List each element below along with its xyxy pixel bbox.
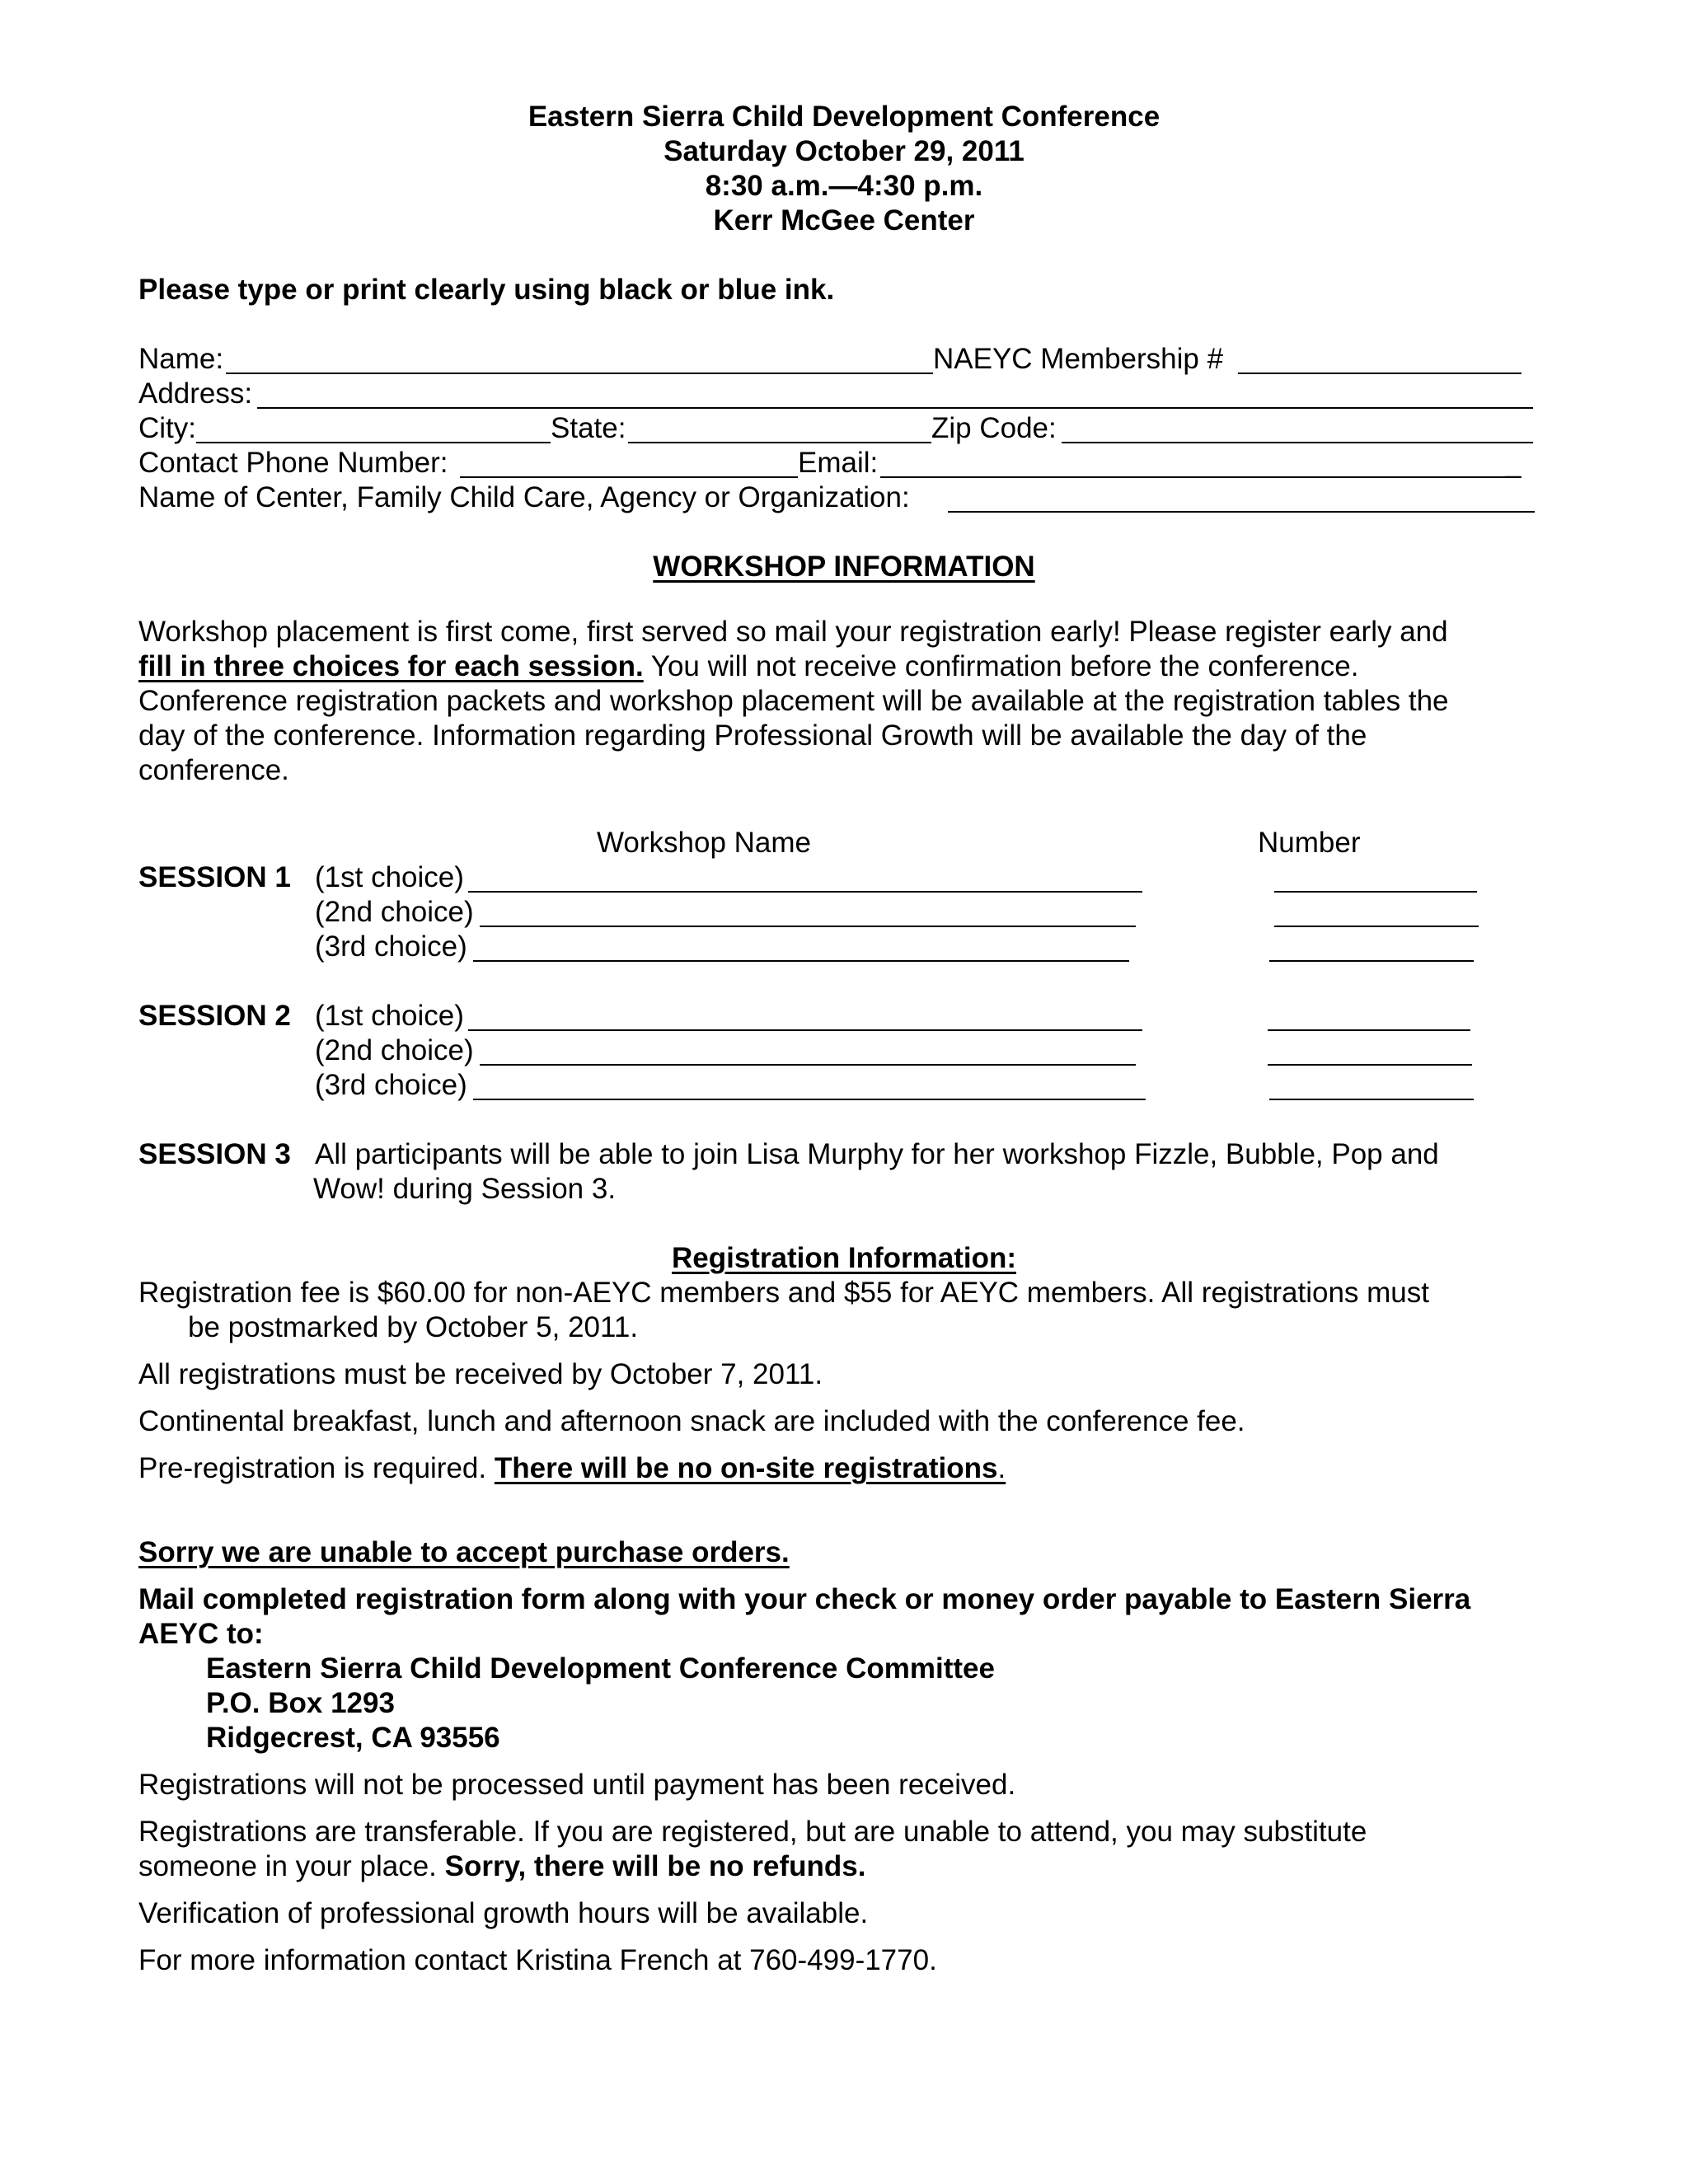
mail-instructions-line: AEYC to:: [138, 1618, 264, 1650]
session-1-choice-2-label: (2nd choice): [315, 896, 474, 928]
session-2-choice-3-label: (3rd choice): [315, 1069, 467, 1101]
name-label: Name:: [138, 343, 224, 375]
mailing-address-line: P.O. Box 1293: [206, 1687, 395, 1719]
session-1-choice-3-workshop-field[interactable]: [473, 960, 1129, 962]
session-2-choice-2-workshop-field[interactable]: [480, 1064, 1136, 1066]
workshop-paragraph-line: fill in three choices for each session. You will not receive confirmation before the conference.: [138, 650, 1359, 682]
preregistration-note: Pre-registration is required. There will be no on-site registrations.: [138, 1452, 1006, 1484]
transfer-note-line: someone in your place. Sorry, there will be no refunds.: [138, 1850, 866, 1882]
workshop-paragraph-line: day of the conference. Information regarding Professional Growth will be available the day of the: [138, 719, 1367, 752]
conference-title: Eastern Sierra Child Development Conference: [528, 101, 1160, 133]
conference-venue: Kerr McGee Center: [713, 204, 975, 237]
organization-field[interactable]: [948, 511, 1535, 513]
workshop-name-column-header: Workshop Name: [597, 827, 812, 859]
conference-date: Saturday October 29, 2011: [663, 135, 1025, 167]
registration-fee-line: be postmarked by October 5, 2011.: [188, 1311, 639, 1343]
session-2-choice-3-workshop-field[interactable]: [473, 1099, 1146, 1100]
organization-label: Name of Center, Family Child Care, Agency or Organization:: [138, 481, 910, 513]
session-1-choice-1-workshop-field[interactable]: [468, 891, 1142, 893]
name-field[interactable]: [226, 373, 933, 374]
zip-label: Zip Code:: [931, 412, 1057, 444]
contact-note: For more information contact Kristina French at 760-499-1770.: [138, 1944, 937, 1976]
phone-label: Contact Phone Number:: [138, 447, 448, 479]
workshop-paragraph-line: Workshop placement is first come, first served so mail your registration early! Please register early and: [138, 616, 1448, 648]
registration-fee-line: Registration fee is $60.00 for non-AEYC members and $55 for AEYC members. All registrations must: [138, 1277, 1429, 1309]
address-field[interactable]: [257, 407, 1533, 409]
session-3-description-line: Wow! during Session 3.: [313, 1173, 617, 1205]
session-2-choice-1-workshop-field[interactable]: [468, 1029, 1142, 1031]
session-2-choice-2-label: (2nd choice): [315, 1034, 474, 1066]
verification-note: Verification of professional growth hours will be available.: [138, 1897, 869, 1929]
mailing-address-line: Ridgecrest, CA 93556: [206, 1722, 500, 1754]
received-deadline: All registrations must be received by October 7, 2011.: [138, 1358, 823, 1390]
mail-instructions-line: Mail completed registration form along with your check or money order payable to Eastern Sierra: [138, 1583, 1471, 1615]
city-field[interactable]: [196, 442, 551, 443]
phone-field[interactable]: [460, 476, 798, 478]
state-label: State:: [551, 412, 626, 444]
session-1-choice-3-label: (3rd choice): [315, 930, 467, 963]
city-label: City:: [138, 412, 196, 444]
workshop-heading: WORKSHOP INFORMATION: [653, 551, 1035, 583]
number-column-header: Number: [1258, 827, 1361, 859]
session-2-choice-2-number-field[interactable]: [1268, 1064, 1472, 1066]
workshop-paragraph: [138, 615, 1540, 788]
session-2-choice-1-label: (1st choice): [315, 1000, 464, 1032]
state-field[interactable]: [628, 442, 931, 443]
session-1-choice-3-number-field[interactable]: [1269, 960, 1474, 962]
no-onsite-emphasis: There will be no on-site registrations: [494, 1452, 998, 1484]
session-1-choice-1-number-field[interactable]: [1274, 891, 1477, 893]
naeyc-label: NAEYC Membership #: [933, 343, 1224, 375]
workshop-paragraph-line: Conference registration packets and workshop placement will be available at the registration tables the: [138, 685, 1449, 717]
email-field[interactable]: [880, 476, 1505, 478]
three-choices-emphasis: fill in three choices for each session.: [138, 650, 644, 682]
payment-note: Registrations will not be processed until payment has been received.: [138, 1769, 1016, 1801]
session-1-label: SESSION 1: [138, 861, 291, 893]
transfer-note-line: Registrations are transferable. If you are registered, but are unable to attend, you may substitute: [138, 1816, 1367, 1848]
session-2-label: SESSION 2: [138, 1000, 291, 1032]
meals-included: Continental breakfast, lunch and afternoon snack are included with the conference fee.: [138, 1405, 1245, 1437]
email-trail: _: [1505, 447, 1522, 479]
naeyc-field[interactable]: [1238, 373, 1522, 374]
no-purchase-orders: Sorry we are unable to accept purchase orders.: [138, 1536, 790, 1568]
session-2-choice-3-number-field[interactable]: [1269, 1099, 1474, 1100]
session-3-description-line: All participants will be able to join Lisa Murphy for her workshop Fizzle, Bubble, Pop and: [315, 1138, 1439, 1170]
session-1-choice-2-workshop-field[interactable]: [480, 926, 1136, 927]
ink-instructions: Please type or print clearly using black or blue ink.: [138, 274, 835, 306]
no-refunds-emphasis: Sorry, there will be no refunds.: [444, 1850, 866, 1882]
session-1-choice-2-number-field[interactable]: [1274, 926, 1479, 927]
workshop-paragraph-line: conference.: [138, 754, 289, 786]
email-label: Email:: [798, 447, 879, 479]
conference-time: 8:30 a.m.—4:30 p.m.: [705, 170, 983, 202]
session-2-choice-1-number-field[interactable]: [1268, 1029, 1470, 1031]
session-1-choice-1-label: (1st choice): [315, 861, 464, 893]
registration-heading: Registration Information:: [671, 1242, 1017, 1274]
address-label: Address:: [138, 377, 253, 410]
mailing-address-line: Eastern Sierra Child Development Conference Committee: [206, 1652, 995, 1685]
zip-field[interactable]: [1062, 442, 1533, 443]
session-3-label: SESSION 3: [138, 1138, 291, 1170]
